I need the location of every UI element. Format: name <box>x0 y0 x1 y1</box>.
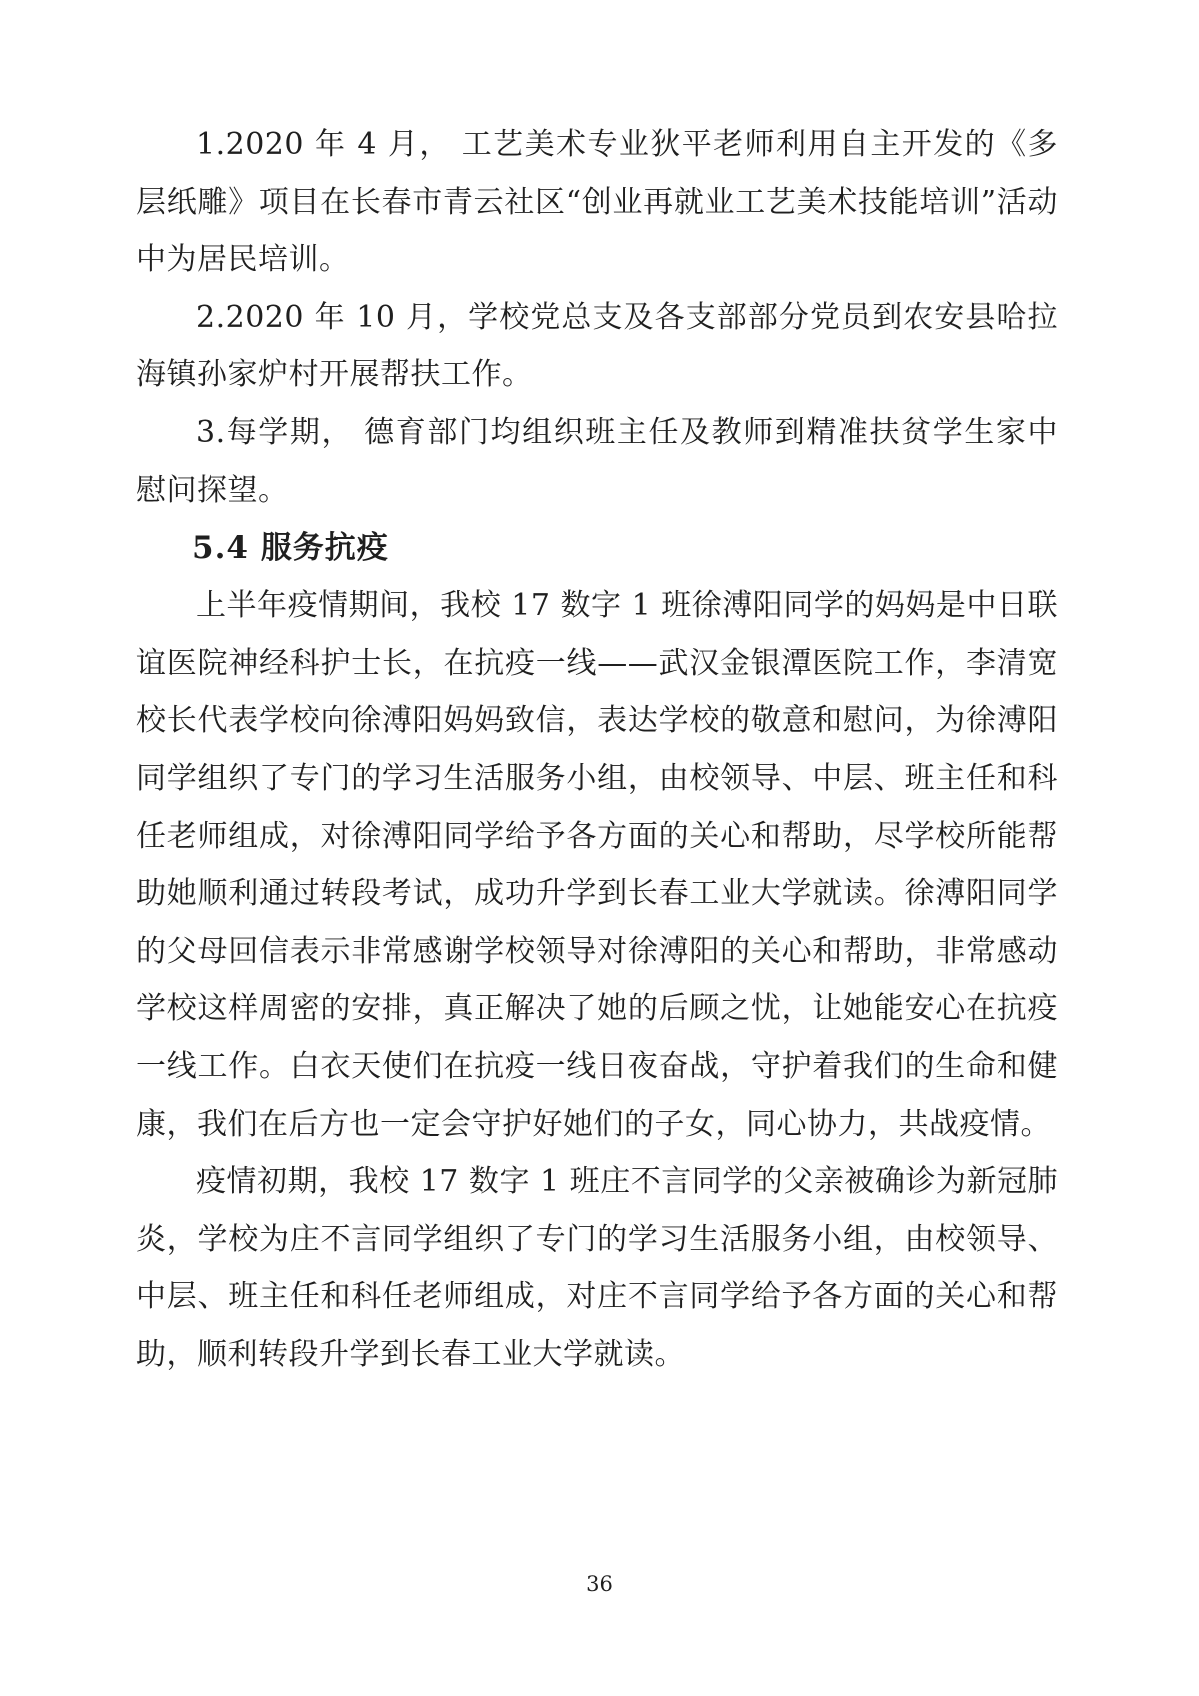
numbered-item-3: 3.每学期， 德育部门均组织班主任及教师到精准扶贫学生家中慰问探望。 <box>136 414 1058 508</box>
paragraph-covid-zhuang-buyan: 疫情初期，我校 17 数字 1 班庄不言同学的父亲被确诊为新冠肺炎，学校为庄不言同学组织了专门的学习生活服务小组，由校领导、中层、班主任和科任老师组成，对庄不言同学给予各方面的关心和帮助，顺利转段升学到长春工业大学就读。 <box>136 1164 1058 1372</box>
page-number: 36 <box>586 1572 613 1596</box>
numbered-item-2: 2.2020 年 10 月，学校党总支及各支部部分党员到农安县哈拉海镇孙家炉村开展帮扶工作。 <box>136 299 1058 393</box>
document-body <box>136 116 1058 1383</box>
section-heading-5-4: 5.4 服务抗疫 <box>192 530 389 567</box>
paragraph-covid-xu-puyang: 上半年疫情期间，我校 17 数字 1 班徐溥阳同学的妈妈是中日联谊医院神经科护士长，在抗疫一线——武汉金银潭医院工作，李清宽校长代表学校向徐溥阳妈妈致信，表达学校的敬意和慰问，为徐溥阳同学组织了专门的学习生活服务小组，由校领导、中层、班主任和科任老师组成，对徐溥阳同学给予各方面的关心和帮助，尽学校所能帮助她顺利通过转段考试，成功升学到长春工业大学就读。徐溥阳同学的父母回信表示非常感谢学校领导对徐溥阳的关心和帮助，非常感动学校这样周密的安排，真正解决了她的后顾之忧，让她能安心在抗疫一线工作。白衣天使们在抗疫一线日夜奋战，守护着我们的生命和健康，我们在后方也一定会守护好她们的子女，同心协力，共战疫情。 <box>136 588 1058 1142</box>
numbered-item-1: 1.2020 年 4 月， 工艺美术专业狄平老师利用自主开发的《多层纸雕》项目在长春市青云社区“创业再就业工艺美术技能培训”活动中为居民培训。 <box>136 127 1058 278</box>
